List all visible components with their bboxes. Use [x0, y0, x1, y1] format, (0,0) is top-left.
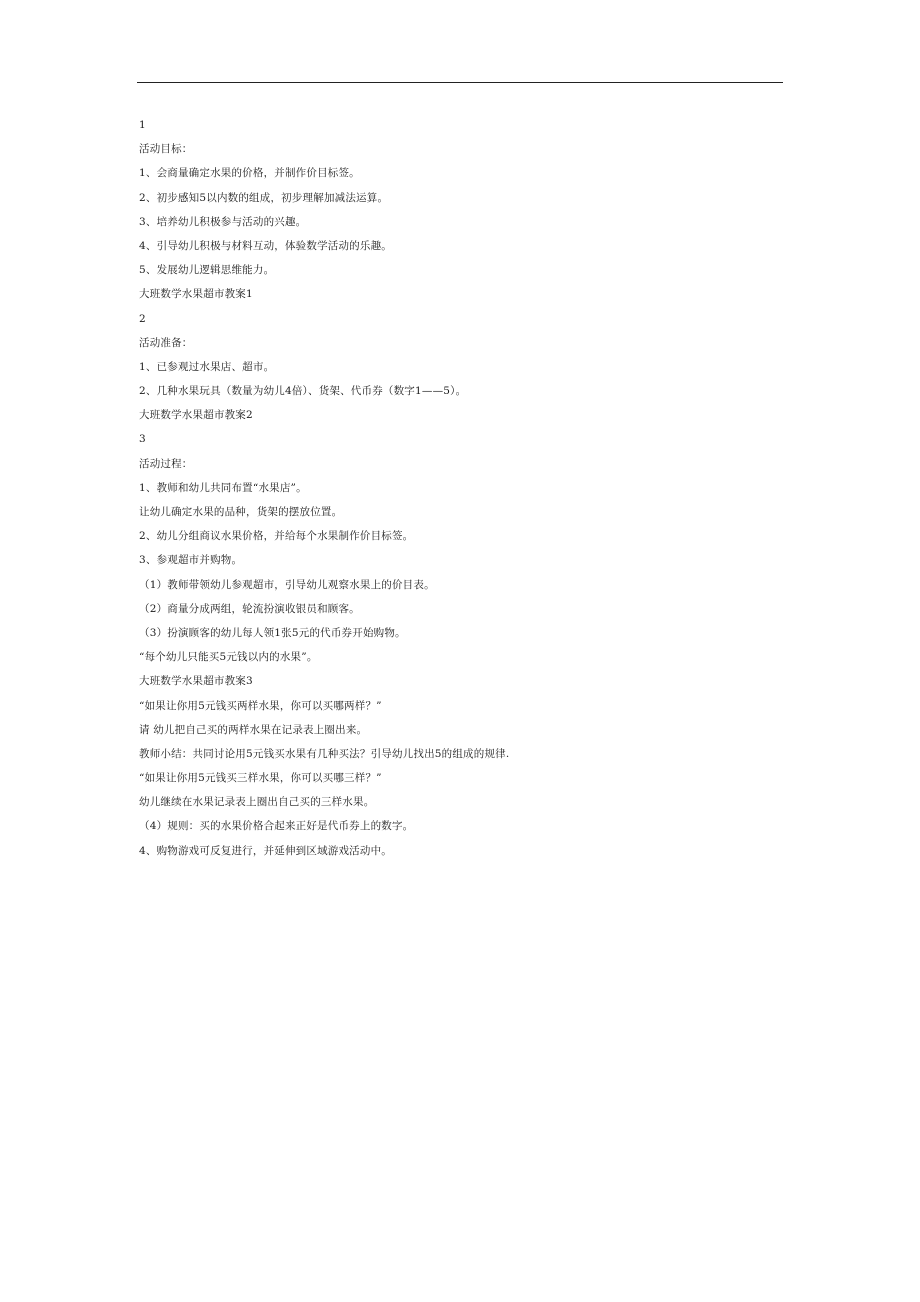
text-line: 2、幼儿分组商议水果价格，并给每个水果制作价目标签。	[139, 530, 414, 543]
text-line: 1、会商量确定水果的价格，并制作价目标签。	[139, 167, 360, 180]
text-line: 1、已参观过水果店、超市。	[139, 360, 275, 373]
text-line: 请 幼儿把自己买的两样水果在记录表上圈出来。	[139, 723, 368, 736]
lesson-plan-title: 大班数学水果超市教案1	[139, 288, 253, 301]
text-line: （1）教师带领幼儿参观超市，引导幼儿观察水果上的价目表。	[139, 578, 435, 591]
text-line: 教师小结：共同讨论用5元钱买水果有几种买法？引导幼儿找出5的组成的规律.	[139, 747, 510, 760]
text-line: 2、几种水果玩具（数量为幼儿4倍）、货架、代币券（数字1——5）。	[139, 385, 467, 398]
lesson-plan-title: 大班数学水果超市教案3	[139, 675, 253, 688]
text-line: “如果让你用5元钱买两样水果，你可以买哪两样？”	[139, 699, 382, 712]
text-line: 1、教师和幼儿共同布置“水果店”。	[139, 481, 307, 494]
document-body	[139, 115, 779, 865]
text-line: 2、初步感知5以内数的组成，初步理解加减法运算。	[139, 191, 389, 204]
header-rule	[137, 82, 783, 83]
text-line: 让幼儿确定水果的品种，货架的摆放位置。	[139, 506, 343, 518]
text-line: 幼儿继续在水果记录表上圈出自己买的三样水果。	[139, 796, 375, 809]
section-number: 1	[139, 119, 146, 131]
lesson-plan-title: 大班数学水果超市教案2	[139, 409, 253, 422]
section-heading: 活动准备：	[139, 336, 193, 349]
text-line: 3、参观超市并购物。	[139, 554, 243, 567]
text-line: 5、发展幼儿逻辑思维能力。	[139, 264, 275, 277]
section-number: 2	[139, 312, 146, 325]
section-number: 3	[139, 433, 146, 446]
text-line: “每个幼儿只能买5元钱以内的水果”。	[139, 651, 318, 664]
text-line: （3）扮演顾客的幼儿每人领1张5元的代币券开始购物。	[139, 626, 406, 639]
section-heading: 活动目标：	[139, 143, 193, 156]
text-line: （4）规则：买的水果价格合起来正好是代币券上的数字。	[139, 820, 414, 833]
text-line: 4、购物游戏可反复进行，并延伸到区域游戏活动中。	[139, 844, 392, 857]
text-line: 3、培养幼儿积极参与活动的兴趣。	[139, 215, 307, 228]
section-heading: 活动过程：	[139, 457, 193, 470]
text-line: 4、引导幼儿积极与材料互动，体验数学活动的乐趣。	[139, 239, 392, 252]
text-line: （2）商量分成两组，轮流扮演收银员和顾客。	[139, 602, 360, 615]
text-line: “如果让你用5元钱买三样水果，你可以买哪三样？”	[139, 772, 382, 785]
